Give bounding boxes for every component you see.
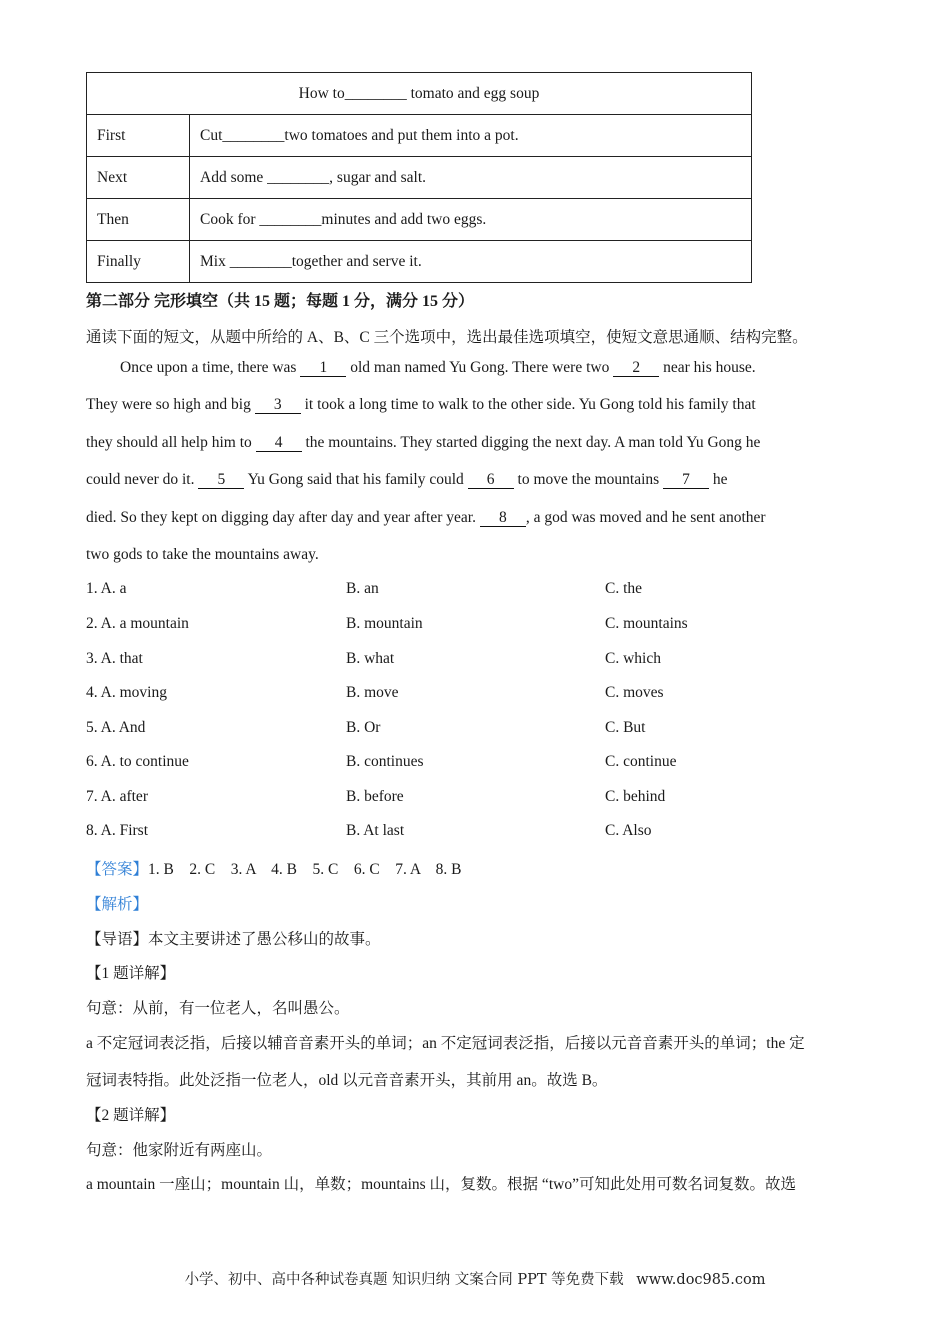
step-text: Cook for ________minutes and add two eggs. bbox=[190, 199, 752, 241]
passage-line-6: two gods to take the mountains away. bbox=[86, 546, 319, 563]
table-row bbox=[87, 115, 752, 157]
step-label: Next bbox=[87, 157, 190, 199]
passage-line-1: Once upon a time, there was 1 old man named Yu Gong. There were two 2 near his house. bbox=[120, 359, 756, 376]
table-title: How to________ tomato and egg soup bbox=[87, 73, 752, 115]
blank-2: 2 bbox=[613, 359, 659, 377]
answer-tag: 【答案】 bbox=[86, 861, 149, 878]
passage-line-2: They were so high and big 3 it took a long time to walk to the other side. Yu Gong told his family that bbox=[86, 396, 756, 413]
option-b: B. continues bbox=[346, 753, 424, 770]
table-row bbox=[87, 241, 752, 283]
step-label: First bbox=[87, 115, 190, 157]
q1-explanation-line-2: 冠词表特指。此处泛指一位老人，old 以元音音素开头，其前用 an。故选 B。 bbox=[86, 1072, 608, 1089]
passage-line-5: died. So they kept on digging day after day and year after year. 8 , a god was moved and he sent another bbox=[86, 509, 766, 526]
answer-text: 1. B 2. C 3. A 4. B 5. C 6. C 7. A 8. B bbox=[148, 861, 462, 878]
blank-7: 7 bbox=[663, 471, 709, 489]
option-a: 4. A. moving bbox=[86, 684, 167, 701]
footer-text: 小学、初中、高中各种试卷真题 知识归纳 文案合同 PPT 等免费下载 bbox=[184, 1272, 624, 1288]
option-b: B. an bbox=[346, 580, 379, 597]
blank-3: 3 bbox=[255, 396, 301, 414]
option-b: B. mountain bbox=[346, 615, 423, 632]
q1-explanation-line-1: a 不定冠词表泛指，后接以辅音音素开头的单词；an 不定冠词表泛指，后接以元音音素开头的单词；the 定 bbox=[86, 1035, 805, 1052]
option-a: 2. A. a mountain bbox=[86, 615, 189, 632]
option-c: C. behind bbox=[605, 788, 666, 805]
q1-heading: 【1 题详解】 bbox=[86, 965, 176, 982]
footer-link[interactable]: www.doc985.com bbox=[636, 1272, 766, 1288]
step-label: Then bbox=[87, 199, 190, 241]
blank-4: 4 bbox=[256, 434, 302, 452]
recipe-table bbox=[86, 72, 752, 283]
option-a: 1. A. a bbox=[86, 580, 127, 597]
q2-explanation-line-1: a mountain 一座山；mountain 山，单数；mountains 山，复数。根据 “two”可知此处用可数名词复数。故选 bbox=[86, 1176, 796, 1193]
option-c: C. the bbox=[605, 580, 643, 597]
step-label: Finally bbox=[87, 241, 190, 283]
option-b: B. At last bbox=[346, 822, 405, 839]
blank-1: 1 bbox=[300, 359, 346, 377]
option-b: B. before bbox=[346, 788, 404, 805]
option-a: 5. A. And bbox=[86, 719, 146, 736]
step-text: Cut________two tomatoes and put them into a pot. bbox=[190, 115, 752, 157]
passage-line-4: could never do it. 5 Yu Gong said that his family could 6 to move the mountains 7 he bbox=[86, 471, 728, 488]
option-c: C. moves bbox=[605, 684, 664, 701]
option-c: C. mountains bbox=[605, 615, 688, 632]
q2-heading: 【2 题详解】 bbox=[86, 1107, 176, 1124]
section-instruction: 通读下面的短文，从题中所给的 A、B、C 三个选项中，选出最佳选项填空，使短文意思通顺、结构完整。 bbox=[86, 329, 808, 346]
option-b: B. move bbox=[346, 684, 399, 701]
option-c: C. continue bbox=[605, 753, 677, 770]
option-c: C. But bbox=[605, 719, 646, 736]
option-a: 6. A. to continue bbox=[86, 753, 189, 770]
analysis-tag: 【解析】 bbox=[86, 896, 149, 913]
guide-text: 【导语】本文主要讲述了愚公移山的故事。 bbox=[86, 931, 381, 948]
answer-line bbox=[86, 857, 462, 879]
option-c: C. which bbox=[605, 650, 661, 667]
section-heading: 第二部分 完形填空（共 15 题；每题 1 分，满分 15 分） bbox=[86, 293, 475, 310]
table-row bbox=[87, 199, 752, 241]
option-c: C. Also bbox=[605, 822, 652, 839]
option-a: 3. A. that bbox=[86, 650, 143, 667]
page-footer bbox=[0, 1268, 950, 1289]
passage-line-3: they should all help him to 4 the mountains. They started digging the next day. A man told Yu Gong he bbox=[86, 434, 761, 451]
option-a: 8. A. First bbox=[86, 822, 149, 839]
blank-8: 8 bbox=[480, 509, 526, 527]
table-row bbox=[87, 157, 752, 199]
blank-6: 6 bbox=[468, 471, 514, 489]
option-b: B. what bbox=[346, 650, 395, 667]
step-text: Mix ________together and serve it. bbox=[190, 241, 752, 283]
q1-meaning: 句意：从前，有一位老人，名叫愚公。 bbox=[86, 1000, 350, 1017]
option-b: B. Or bbox=[346, 719, 381, 736]
q2-meaning: 句意：他家附近有两座山。 bbox=[86, 1142, 273, 1159]
step-text: Add some ________, sugar and salt. bbox=[190, 157, 752, 199]
table-row bbox=[87, 73, 752, 115]
option-a: 7. A. after bbox=[86, 788, 148, 805]
blank-5: 5 bbox=[198, 471, 244, 489]
